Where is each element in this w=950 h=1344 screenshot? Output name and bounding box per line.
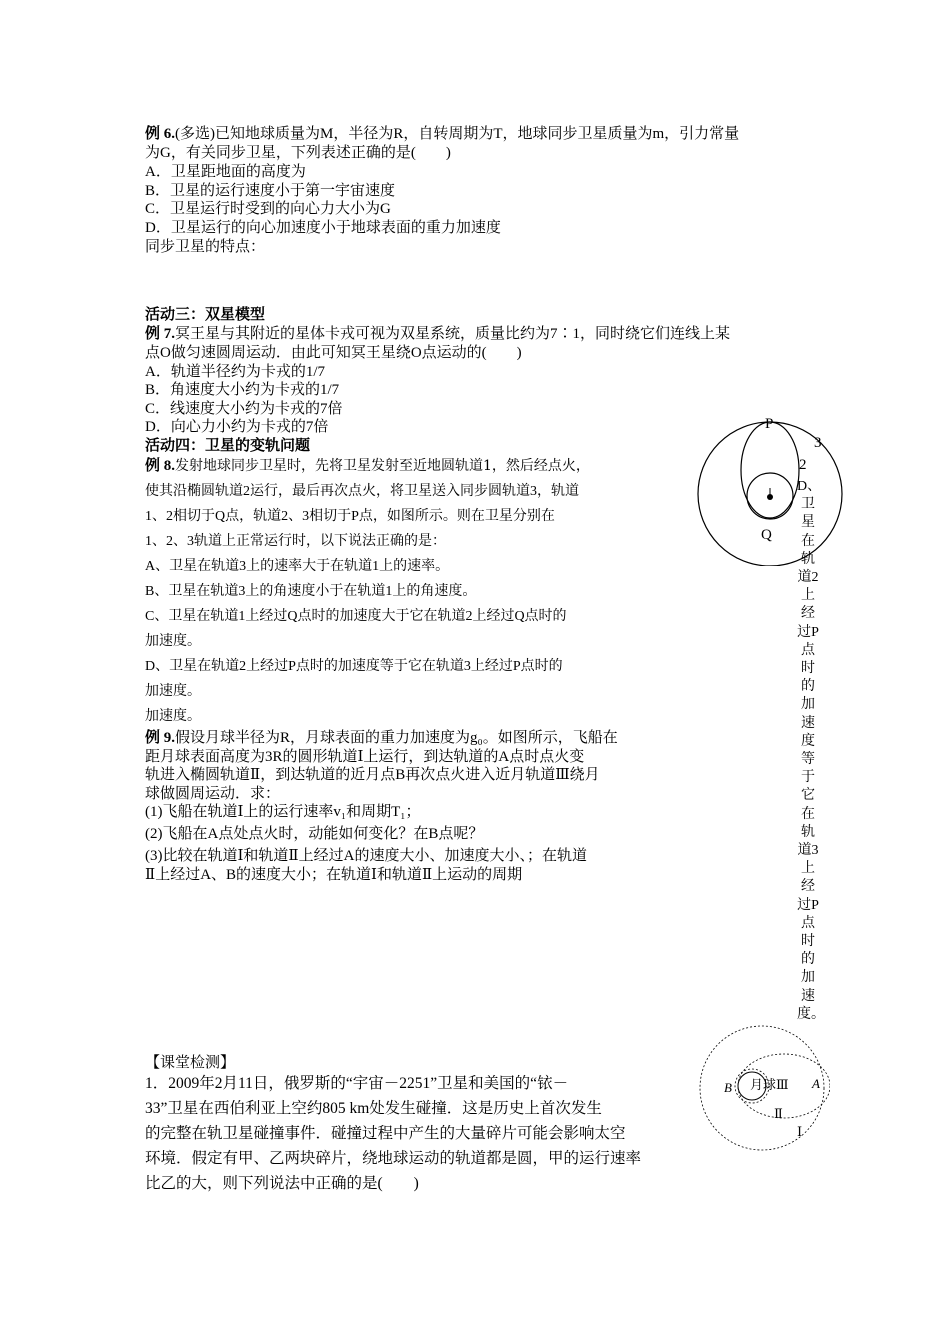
orbit-2-label: 2 — [799, 457, 807, 473]
ex9-line-3: 轨进入椭圆轨道Ⅱ，到达轨道的近月点B再次点火进入近月轨道Ⅲ绕月 — [145, 767, 600, 783]
ex7-option-c: C．线速度大小约为卡戎的7倍 — [145, 401, 343, 417]
ex6-option-d: D．卫星运行的向心加速度小于地球表面的重力加速度 — [145, 220, 501, 236]
ex8-line-3: 1、2相切于Q点，轨道2、3相切于P点，如图所示。则在卫星分别在 — [145, 509, 555, 524]
ex9-question-3b: Ⅱ上经过A、B的速度大小；在轨道Ⅰ和轨道Ⅱ上运动的周期 — [145, 867, 523, 883]
orbit-ii-label: Ⅱ — [774, 1106, 783, 1121]
point-b-label: B — [724, 1080, 732, 1095]
ex7-option-a: A．轨道半径约为卡戎的1/7 — [145, 364, 326, 380]
check-line-1: 1．2009年2月11日，俄罗斯的“宇宙－2251”卫星和美国的“铱－ — [145, 1075, 569, 1092]
check-line-4: 环境．假定有甲、乙两块碎片，绕地球运动的轨道都是圆，甲的运行速率 — [145, 1150, 642, 1167]
ex8-option-d-3: 加速度。 — [145, 709, 201, 724]
ex9-line-2: 距月球表面高度为3R的圆形轨道Ⅰ上运行，到达轨道的A点时点火变 — [145, 749, 585, 765]
ex8-option-b: B、卫星在轨道3上的角速度小于在轨道1上的角速度。 — [145, 584, 477, 599]
orbit-2-ellipse — [741, 422, 799, 518]
ex9-question-2: (2)飞船在A点处点火时，动能如何变化？在B点呢？ — [145, 826, 484, 842]
check-line-2: 33”卫星在西伯利亚上空约805 km处发生碰撞．这是历史上首次发生 — [145, 1100, 602, 1117]
ex8-option-a: A、卫星在轨道3上的速率大于在轨道1上的速率。 — [145, 559, 450, 574]
ex9-line-1: 假设月球半径为R，月球表面的重力加速度为g₀。如图所示，飞船在 — [175, 730, 618, 746]
ex6-line1 — [145, 125, 739, 144]
activity-4-heading: 活动四：卫星的变轨问题 — [145, 438, 311, 454]
orbit-3-label: 3 — [814, 435, 822, 451]
ex9-line1 — [145, 729, 618, 748]
ex8-option-d-1: D、卫星在轨道2上经过P点时的加速度等于它在轨道3上经过P点时的 — [145, 659, 563, 674]
ex8-line-2: 使其沿椭圆轨道2运行，最后再次点火，将卫星送入同步圆轨道3，轨道 — [145, 484, 579, 499]
ex6-note: 同步卫星的特点： — [145, 239, 266, 255]
ex8-option-d-2: 加速度。 — [145, 684, 201, 699]
check-line-3: 的完整在轨卫星碰撞事件．碰撞过程中产生的大量碎片可能会影响太空 — [145, 1125, 626, 1142]
ex6-option-a: A．卫星距地面的高度为 — [145, 164, 306, 180]
ex8-number: 例 8. — [145, 458, 176, 474]
point-p-label: P — [765, 416, 774, 432]
ex9-number: 例 9. — [145, 730, 176, 746]
ex8-line-1: 发射地球同步卫星时，先将卫星发射至近地圆轨道1，然后经点火， — [175, 458, 590, 474]
ex8-option-c-1: C、卫星在轨道1上经过Q点时的加速度大于它在轨道2上经过Q点时的 — [145, 609, 567, 624]
ex9-question-3a: (3)比较在轨道Ⅰ和轨道Ⅱ上经过A的速度大小、加速度大小、；在轨道 — [145, 848, 587, 864]
ex6-stem-2: 为G，有关同步卫星，下列表述正确的是( ) — [145, 145, 451, 161]
ex9-question-1: (1)飞船在轨道Ⅰ上的运行速率v₁和周期T₁； — [145, 804, 421, 820]
point-a-label: A — [812, 1076, 820, 1091]
ex6-stem-1: (多选)已知地球质量为M，半径为R，自转周期为T，地球同步卫星质量为m，引力常量 — [175, 126, 740, 142]
ex7-stem-2: 点O做匀速圆周运动．由此可知冥王星绕O点运动的( ) — [145, 345, 522, 361]
ex7-option-d: D．向心力小约为卡戎的7倍 — [145, 419, 329, 435]
ex6-option-b: B．卫星的运行速度小于第一宇宙速度 — [145, 183, 396, 199]
vertical-overflow-text: D、卫星在轨道2上经过P点时的加速度等于它在轨道3上经过P点时的加速度。 — [797, 479, 825, 1022]
check-line-5: 比乙的大，则下列说法中正确的是( ) — [145, 1175, 419, 1192]
ex6-option-c: C．卫星运行时受到的向心力大小为G — [145, 201, 391, 217]
ex7-stem-1: 冥王星与其附近的星体卡戎可视为双星系统，质量比约为7∶1，同时绕它们连线上某 — [175, 326, 731, 342]
activity-3-heading: 活动三：双星模型 — [145, 307, 266, 323]
check-title: 【课堂检测】 — [145, 1055, 236, 1071]
point-q-label: Q — [761, 527, 772, 543]
ex7-option-b: B．角速度大小约为卡戎的1/7 — [145, 382, 340, 398]
ex8-line1 — [145, 457, 590, 476]
ex6-number: 例 6. — [145, 126, 176, 142]
ex8-line-4: 1、2、3轨道上正常运行时，以下说法正确的是： — [145, 534, 446, 549]
ex8-option-c-2: 加速度。 — [145, 634, 201, 649]
ex7-number: 例 7. — [145, 326, 176, 342]
ex9-line-4: 球做圆周运动．求： — [145, 786, 281, 802]
ex7-line1 — [145, 325, 730, 344]
moon-label: 月球Ⅲ — [750, 1077, 789, 1092]
orbit-i-label: Ⅰ — [797, 1124, 803, 1139]
